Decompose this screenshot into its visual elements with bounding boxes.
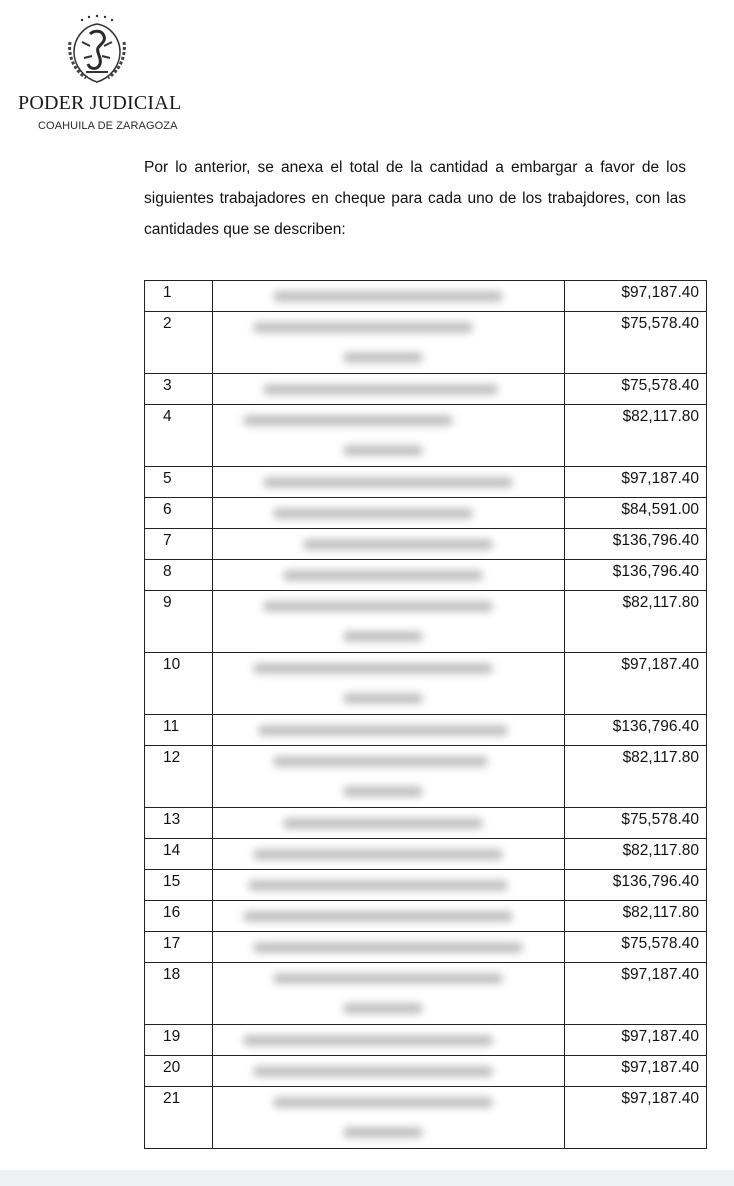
redaction-blur: [343, 693, 423, 704]
table-row: [145, 312, 707, 374]
table-row: [145, 1087, 707, 1149]
redaction-blur: [283, 818, 483, 829]
intro-paragraph: Por lo anterior, se anexa el total de la cantidad a embargar a favor de los siguientes trabajadores en cheque para cada uno de los trabajdores, con las cantidades que se describen:: [144, 159, 686, 238]
table-row: [145, 870, 707, 901]
amount-cell: $136,796.40: [565, 870, 707, 901]
row-number: 15: [145, 870, 213, 901]
table-row: [145, 591, 707, 653]
row-number: 18: [145, 963, 213, 1025]
redaction-blur: [258, 725, 508, 736]
redaction-blur: [243, 415, 453, 426]
amount-cell: $82,117.80: [565, 591, 707, 653]
table-row: [145, 467, 707, 498]
table-row: [145, 963, 707, 1025]
redaction-blur: [303, 539, 493, 550]
row-number: 5: [145, 467, 213, 498]
row-number: 19: [145, 1025, 213, 1056]
redaction-blur: [253, 942, 523, 953]
amount-cell: $97,187.40: [565, 1087, 707, 1149]
redaction-blur: [343, 631, 423, 642]
redaction-blur: [273, 973, 503, 984]
amount-cell: $97,187.40: [565, 1056, 707, 1087]
redaction-blur: [263, 477, 513, 488]
table-row: [145, 715, 707, 746]
row-number: 8: [145, 560, 213, 591]
redaction-blur: [253, 663, 493, 674]
amount-cell: $82,117.80: [565, 405, 707, 467]
document-header: [0, 0, 200, 140]
row-number: 10: [145, 653, 213, 715]
amount-cell: $97,187.40: [565, 1025, 707, 1056]
redaction-blur: [243, 911, 513, 922]
table-row: [145, 405, 707, 467]
amount-cell: $97,187.40: [565, 963, 707, 1025]
row-number: 13: [145, 808, 213, 839]
worker-name-redacted: [213, 312, 565, 374]
amount-cell: $136,796.40: [565, 560, 707, 591]
table-row: [145, 653, 707, 715]
redaction-blur: [273, 756, 488, 767]
worker-name-redacted: [213, 405, 565, 467]
row-number: 4: [145, 405, 213, 467]
amount-cell: $75,578.40: [565, 932, 707, 963]
redaction-blur: [263, 601, 493, 612]
amount-cell: $97,187.40: [565, 281, 707, 312]
worker-name-redacted: [213, 746, 565, 808]
redaction-blur: [253, 322, 473, 333]
row-number: 12: [145, 746, 213, 808]
table-row: [145, 1056, 707, 1087]
row-number: 2: [145, 312, 213, 374]
redaction-blur: [248, 880, 508, 891]
worker-name-redacted: [213, 901, 565, 932]
coat-of-arms-seal-icon: [60, 12, 134, 86]
row-number: 3: [145, 374, 213, 405]
row-number: 20: [145, 1056, 213, 1087]
worker-name-redacted: [213, 498, 565, 529]
organization-subtitle: COAHUILA DE ZARAGOZA: [38, 120, 178, 132]
amount-cell: $136,796.40: [565, 529, 707, 560]
redaction-blur: [343, 1003, 423, 1014]
redaction-blur: [273, 508, 473, 519]
redaction-blur: [343, 786, 423, 797]
worker-name-redacted: [213, 591, 565, 653]
row-number: 16: [145, 901, 213, 932]
worker-name-redacted: [213, 715, 565, 746]
redaction-blur: [253, 849, 503, 860]
redaction-blur: [273, 291, 503, 302]
row-number: 9: [145, 591, 213, 653]
amount-cell: $84,591.00: [565, 498, 707, 529]
table-row: [145, 529, 707, 560]
table-row: [145, 281, 707, 312]
table-row: [145, 374, 707, 405]
row-number: 21: [145, 1087, 213, 1149]
redaction-blur: [343, 1127, 423, 1138]
row-number: 14: [145, 839, 213, 870]
row-number: 7: [145, 529, 213, 560]
worker-name-redacted: [213, 467, 565, 498]
worker-name-redacted: [213, 374, 565, 405]
amount-cell: $82,117.80: [565, 839, 707, 870]
worker-name-redacted: [213, 870, 565, 901]
table-row: [145, 901, 707, 932]
table-row: [145, 560, 707, 591]
redaction-blur: [283, 570, 483, 581]
amount-cell: $75,578.40: [565, 312, 707, 374]
redaction-blur: [273, 1097, 493, 1108]
redaction-blur: [253, 1066, 493, 1077]
amount-cell: $82,117.80: [565, 746, 707, 808]
worker-name-redacted: [213, 529, 565, 560]
worker-name-redacted: [213, 932, 565, 963]
row-number: 6: [145, 498, 213, 529]
table-row: [145, 746, 707, 808]
worker-name-redacted: [213, 281, 565, 312]
amount-cell: $97,187.40: [565, 653, 707, 715]
worker-name-redacted: [213, 653, 565, 715]
row-number: 1: [145, 281, 213, 312]
amount-cell: $75,578.40: [565, 808, 707, 839]
table-row: [145, 808, 707, 839]
redaction-blur: [343, 352, 423, 363]
viewer-footer-bar: [0, 1170, 734, 1186]
workers-amount-table: [144, 280, 707, 1149]
redaction-blur: [343, 445, 423, 456]
amount-cell: $136,796.40: [565, 715, 707, 746]
row-number: 17: [145, 932, 213, 963]
table-row: [145, 1025, 707, 1056]
table-row: [145, 932, 707, 963]
amount-cell: $97,187.40: [565, 467, 707, 498]
worker-name-redacted: [213, 839, 565, 870]
table-row: [145, 498, 707, 529]
organization-name: PODER JUDICIAL: [18, 92, 182, 114]
table-row: [145, 839, 707, 870]
worker-name-redacted: [213, 1025, 565, 1056]
worker-name-redacted: [213, 1056, 565, 1087]
redaction-blur: [263, 384, 498, 395]
worker-name-redacted: [213, 963, 565, 1025]
worker-name-redacted: [213, 560, 565, 591]
amount-cell: $82,117.80: [565, 901, 707, 932]
worker-name-redacted: [213, 808, 565, 839]
amount-cell: $75,578.40: [565, 374, 707, 405]
redaction-blur: [243, 1035, 493, 1046]
row-number: 11: [145, 715, 213, 746]
worker-name-redacted: [213, 1087, 565, 1149]
